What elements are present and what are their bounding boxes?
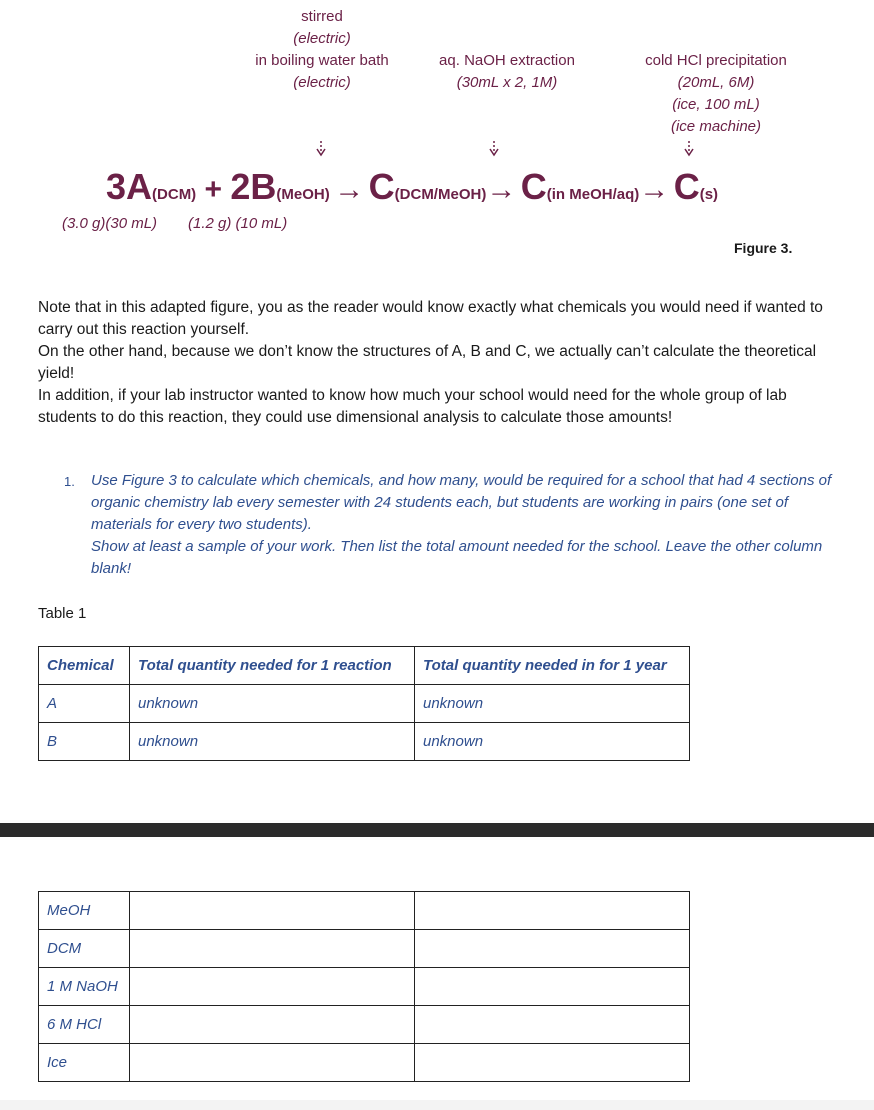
figure-label: Figure 3. bbox=[734, 240, 793, 256]
paragraph: Note that in this adapted figure, you as the reader would know exactly what chemicals you would need if wanted to carry out this reaction yourself. bbox=[38, 299, 823, 338]
reaction-quantity-cell[interactable] bbox=[130, 930, 415, 968]
table-row bbox=[39, 1044, 690, 1082]
year-quantity-cell[interactable]: unknown bbox=[415, 685, 690, 723]
product-c1-solvent: (DCM/MeOH) bbox=[394, 186, 487, 203]
condition-line: (ice, 100 mL) bbox=[672, 96, 760, 113]
question-line: Use Figure 3 to calculate which chemicals, and how many, would be required for a school that had 4 sections of organic chemistry lab every semester with 24 students each, but students are working in pairs (one set of materials for every two students). bbox=[91, 472, 832, 533]
year-quantity-cell[interactable] bbox=[415, 930, 690, 968]
reaction-quantity-cell[interactable]: unknown bbox=[130, 685, 415, 723]
chemical-cell: 6 M HCl bbox=[39, 1006, 130, 1044]
question-text bbox=[91, 470, 843, 580]
reaction-quantity-cell[interactable]: unknown bbox=[130, 723, 415, 761]
year-quantity-cell[interactable] bbox=[415, 1006, 690, 1044]
condition-line: (ice machine) bbox=[670, 118, 762, 135]
reactant-b: 2B bbox=[230, 166, 277, 207]
header-chemical: Chemical bbox=[39, 647, 130, 685]
product-c1: C bbox=[368, 166, 395, 207]
table-label: Table 1 bbox=[38, 605, 87, 622]
reaction-equation bbox=[106, 166, 718, 208]
header-one-reaction: Total quantity needed for 1 reaction bbox=[130, 647, 415, 685]
year-quantity-cell[interactable] bbox=[415, 1044, 690, 1082]
dotted-down-arrow-icon bbox=[314, 140, 328, 158]
table-row bbox=[39, 892, 690, 930]
table-row bbox=[39, 968, 690, 1006]
chemicals-table-bottom bbox=[38, 891, 690, 1082]
chemical-cell: DCM bbox=[39, 930, 130, 968]
condition-line: (electric) bbox=[293, 74, 351, 91]
year-quantity-cell[interactable]: unknown bbox=[415, 723, 690, 761]
reactant-a-solvent: (DCM) bbox=[152, 186, 197, 203]
condition-line: (30mL x 2, 1M) bbox=[456, 74, 558, 91]
question-number: 1. bbox=[64, 474, 75, 489]
condition-line: (electric) bbox=[293, 30, 351, 47]
chemicals-table-top bbox=[38, 646, 690, 761]
conditions-step1 bbox=[238, 6, 406, 94]
table-header-row bbox=[39, 647, 690, 685]
chemical-cell: A bbox=[39, 685, 130, 723]
table-row bbox=[39, 685, 690, 723]
product-c2-solvent: (in MeOH/aq) bbox=[546, 186, 640, 203]
table-row bbox=[39, 1006, 690, 1044]
amount-a: (3.0 g)(30 mL) bbox=[62, 215, 158, 232]
table-row bbox=[39, 723, 690, 761]
condition-line: cold HCl precipitation bbox=[645, 52, 787, 69]
reaction-quantity-cell[interactable] bbox=[130, 1006, 415, 1044]
table-row bbox=[39, 930, 690, 968]
product-c3: C bbox=[673, 166, 700, 207]
page-bottom-strip bbox=[0, 1100, 874, 1110]
product-c3-state: (s) bbox=[699, 186, 719, 203]
reactant-a: 3A bbox=[106, 166, 153, 207]
paragraph: In addition, if your lab instructor wanted to know how much your school would need for the whole group of lab students to do this reaction, they could use dimensional analysis to calculate those amounts! bbox=[38, 387, 787, 426]
reaction-arrow-icon: → bbox=[639, 173, 670, 206]
plus-sign: + bbox=[196, 173, 231, 206]
reaction-quantity-cell[interactable] bbox=[130, 1044, 415, 1082]
page-break-bar bbox=[0, 823, 874, 837]
reactant-b-solvent: (MeOH) bbox=[276, 186, 330, 203]
paragraph: On the other hand, because we don’t know the structures of A, B and C, we actually can’t calculate the theoretical yield! bbox=[38, 343, 817, 382]
chemical-cell: Ice bbox=[39, 1044, 130, 1082]
conditions-step3 bbox=[630, 50, 802, 138]
chemical-cell: B bbox=[39, 723, 130, 761]
product-c2: C bbox=[520, 166, 547, 207]
condition-line: (20mL, 6M) bbox=[677, 74, 755, 91]
amount-b: (1.2 g) (10 mL) bbox=[188, 215, 288, 232]
chemical-cell: MeOH bbox=[39, 892, 130, 930]
question-line: Show at least a sample of your work. Then list the total amount needed for the school. Leave the other column blank! bbox=[91, 538, 823, 577]
body-text bbox=[38, 297, 848, 429]
reaction-arrow-icon: → bbox=[486, 173, 517, 206]
year-quantity-cell[interactable] bbox=[415, 892, 690, 930]
condition-line: aq. NaOH extraction bbox=[439, 52, 575, 69]
chemical-cell: 1 M NaOH bbox=[39, 968, 130, 1006]
condition-line: in boiling water bath bbox=[255, 52, 389, 69]
header-one-year: Total quantity needed in for 1 year bbox=[415, 647, 690, 685]
dotted-down-arrow-icon bbox=[682, 140, 696, 158]
reaction-arrow-icon: → bbox=[334, 173, 365, 206]
reaction-quantity-cell[interactable] bbox=[130, 892, 415, 930]
conditions-step2 bbox=[428, 50, 586, 94]
year-quantity-cell[interactable] bbox=[415, 968, 690, 1006]
condition-line: stirred bbox=[301, 8, 343, 25]
reaction-quantity-cell[interactable] bbox=[130, 968, 415, 1006]
dotted-down-arrow-icon bbox=[487, 140, 501, 158]
